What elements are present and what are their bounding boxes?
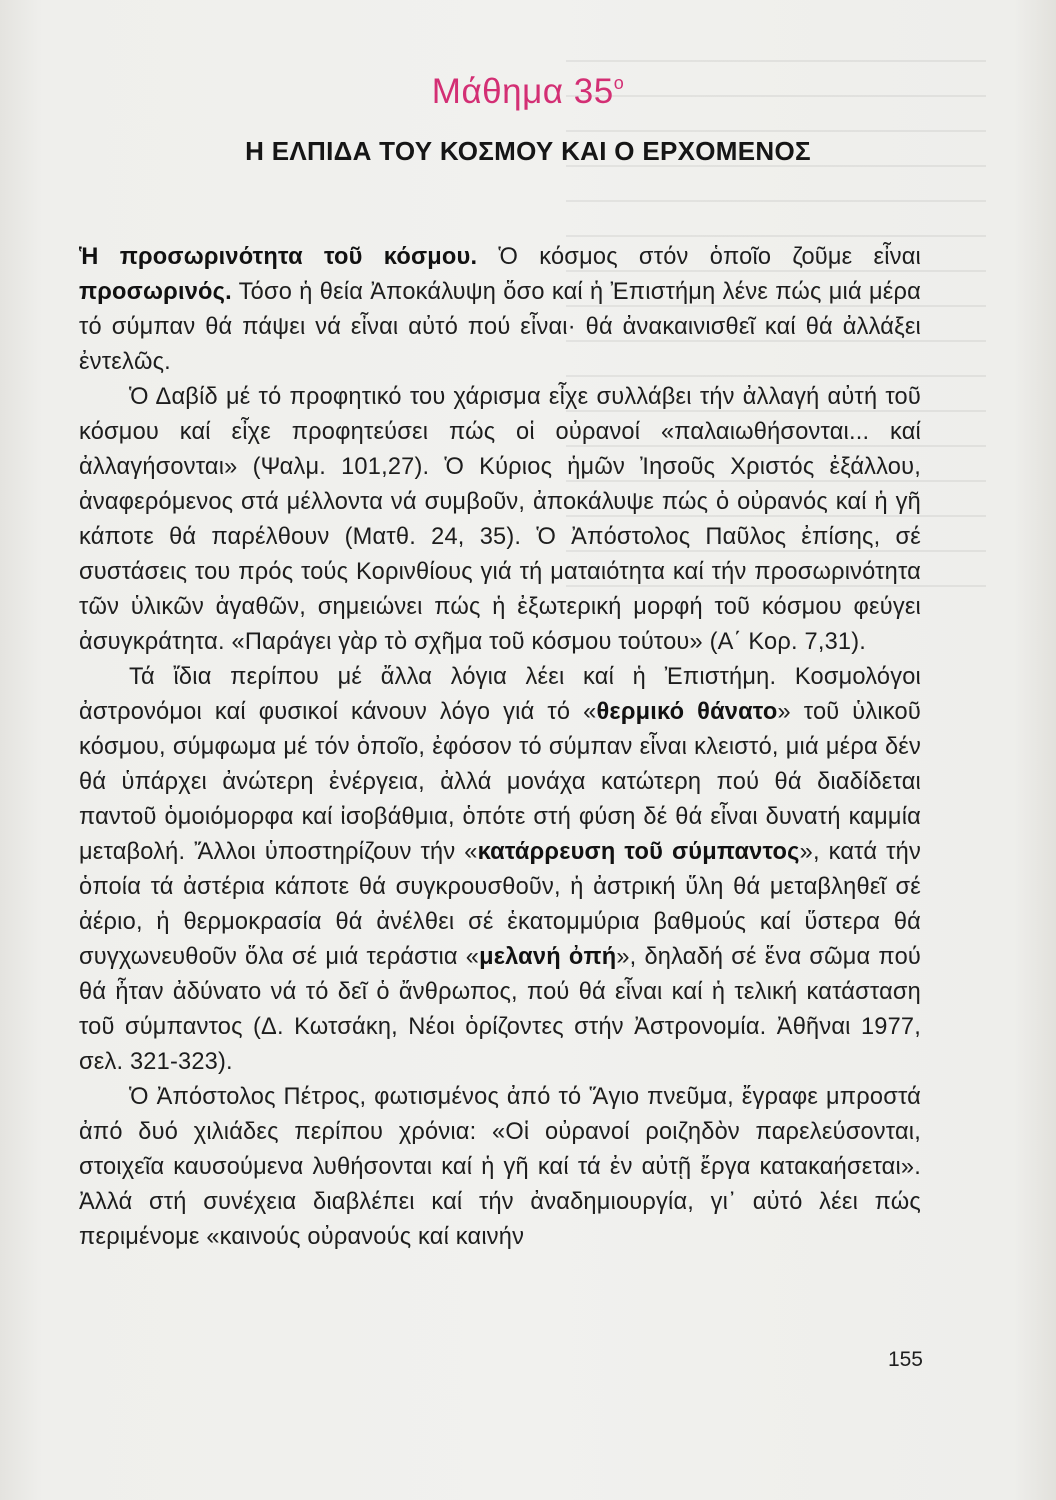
paragraph-2: Ὁ Δαβίδ μέ τό προφητικό του χάρισμα εἶχε συλλάβει τήν ἀλλαγή αὐτή τοῦ κόσμου καί εἶχε προφητεύσει πώς οἱ οὐρανοί «παλαιωθήσονται... καί ἀλλαγήσονται» (Ψαλμ. 101,27). Ὁ Κύριος ἡμῶν Ἰησοῦς Χριστός ἐξάλλου, ἀναφερόμενος στά μέλλοντα νά συμβοῦν, ἀποκάλυψε πώς ὁ οὐρανός καί ἡ γῆ κάποτε θά παρέλθουν (Ματθ. 24, 35). Ὁ Ἀπόστολος Παῦλος ἐπίσης, σέ συστάσεις του πρός τούς Κορινθίους γιά τή ματαιότητα καί τήν προσωρινότητα τῶν ὑλικῶν ἀγαθῶν, σημειώνει πώς ἡ ἐξωτερική μορφή τοῦ κόσμου φεύγει ἀσυγκράτητα. «Παράγει γὰρ τὸ σχῆμα τοῦ κόσμου τούτου» (Α΄ Κορ. 7,31).	[79, 384, 921, 655]
paragraph-3	[79, 660, 921, 1080]
emphasis-collapse: κατάρρευση τοῦ σύμπαντος	[477, 839, 800, 865]
chapter-title: Η ΕΛΠΙΔΑ ΤΟΥ ΚΟΣΜΟΥ ΚΑΙ Ο ΕΡΧΟΜΕΝΟΣ	[245, 136, 811, 166]
lesson-title	[0, 72, 1056, 112]
section-heading: Ἡ προσωρινότητα τοῦ κόσμου.	[79, 244, 478, 270]
paragraph-1	[79, 240, 921, 380]
body-text	[79, 240, 921, 1255]
lesson-ordinal: ο	[613, 73, 625, 93]
paragraph-3-text-4: », δηλαδή σέ ἕνα σῶμα πού θά ἦταν ἀδύνατο νά τό δεῖ ὁ ἄνθρωπος, πού θά εἶναι καί ἡ τελική κατάσταση τοῦ σύμπαντος (Δ. Κωτσάκη, Νέοι ὁρίζοντες στήν Ἀστρονομία. Ἀθῆναι 1977, σελ. 321-323).	[79, 944, 921, 1075]
emphasis-black-hole: μελανή ὀπή	[479, 944, 617, 970]
emphasis-provisional: προσωρινός.	[79, 279, 232, 305]
paragraph-1-text-2: Τόσο ἡ θεία Ἀποκάλυψη ὅσο καί ἡ Ἐπιστήμη λένε πώς μιά μέρα τό σύμπαν θά πάψει νά εἶναι αὐτό πού εἶναι· θά ἀνακαινισθεῖ καί θά ἀλλάξει ἐντελῶς.	[79, 279, 921, 375]
paragraph-3-text-3: », κατά τήν ὁποία τά ἀστέρια κάποτε θά συγκρουσθοῦν, ἡ ἀστρική ὕλη θά μεταβληθεῖ σέ ἀέριο, ἡ θερμοκρασία θά ἀνέλθει σέ ἑκατομμύρια βαθμούς καί ὕστερα θά συγχωνευθοῦν ὅλα σέ μιά τεράστια «	[79, 839, 921, 970]
paragraph-3-text-2: » τοῦ ὑλικοῦ κόσμου, σύμφωμα μέ τόν ὁποῖο, ἐφόσον τό σύμπαν εἶναι κλειστό, μιά μέρα δέν θά ὑπάρχει ἀνώτερη ἐνέργεια, ἀλλά μονάχα κατώτερη πού θά διαδίδεται παντοῦ ὁμοιόμορφα καί ἰσοβάθμια, ὁπότε στή φύση δέ θά εἶναι δυνατή καμμία μεταβολή. Ἄλλοι ὑποστηρίζουν τήν «	[79, 699, 921, 865]
lesson-label: Μάθημα 35	[431, 72, 614, 111]
emphasis-thermal-death: θερμικό θάνατο	[596, 699, 778, 725]
paragraph-4: Ὁ Ἀπόστολος Πέτρος, φωτισμένος ἀπό τό Ἅγιο πνεῦμα, ἔγραφε μπροστά ἀπό δυό χιλιάδες περίπου χρόνια: «Οἱ οὐρανοί ροιζηδὸν παρελεύσονται, στοιχεῖα καυσούμενα λυθήσονται καί ἡ γῆ καί τά ἐν αὐτῇ ἔργα κατακαήσεται». Ἀλλά στή συνέχεια διαβλέπει καί τήν ἀναδημιουργία, γι᾽ αὐτό λέει πώς περιμένομε «καινούς οὐρανούς καί καινήν	[79, 1084, 921, 1250]
paragraph-1-text-1: Ὁ κόσμος στόν ὁποῖο ζοῦμε εἶναι	[477, 244, 921, 270]
paragraph-3-text-1: Τά ἴδια περίπου μέ ἄλλα λόγια λέει καί ἡ Ἐπιστήμη. Κοσμολόγοι ἀστρονόμοι καί φυσικοί κάνουν λόγο γιά τό «	[79, 664, 921, 725]
page-number: 155	[887, 1348, 923, 1371]
